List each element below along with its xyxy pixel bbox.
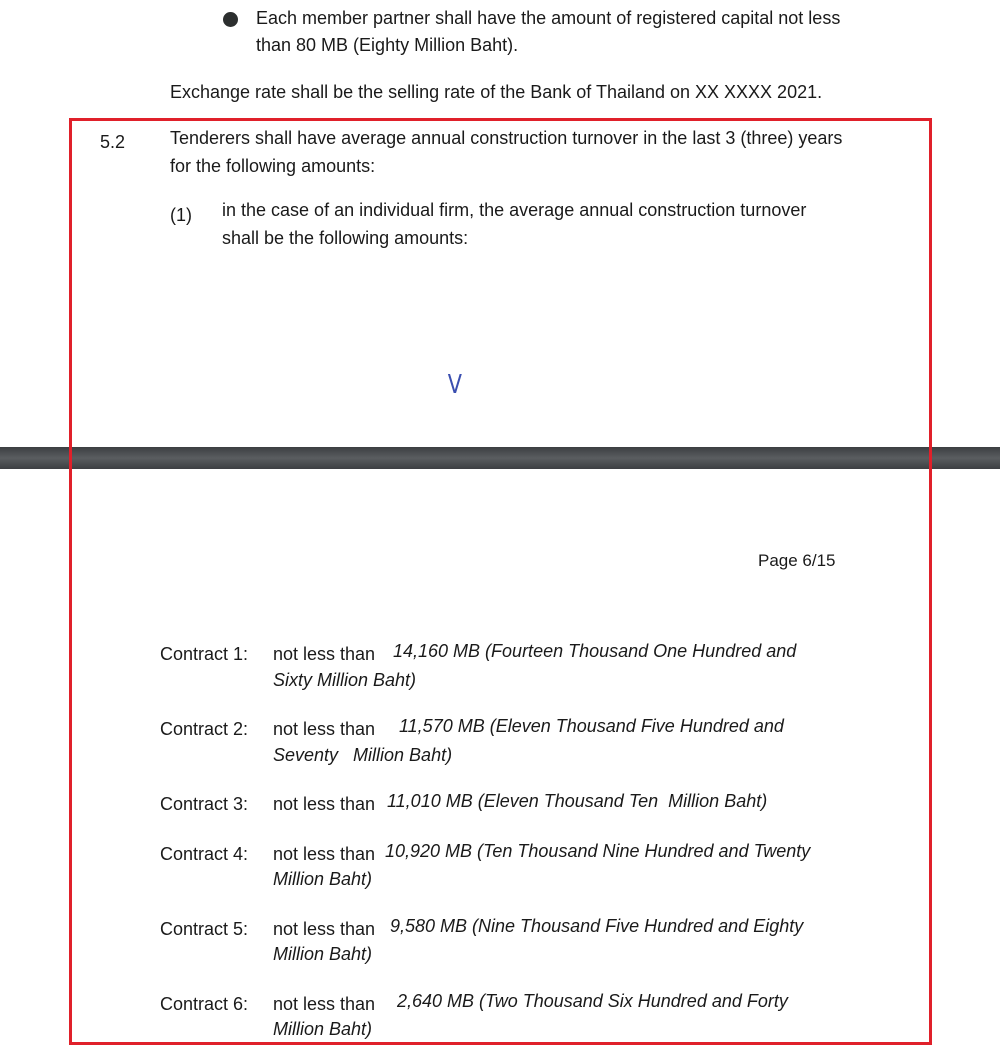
exchange-rate-text: Exchange rate shall be the selling rate of the Bank of Thailand on XX XXXX 2021. [170, 82, 823, 102]
contract-amount-line2: Million Baht) [273, 944, 373, 964]
contract-prefix: not less than [273, 794, 376, 814]
contract-amount-line2: Seventy Million Baht) [273, 745, 453, 765]
contract-prefix: not less than [273, 919, 376, 939]
contract-prefix: not less than [273, 719, 376, 739]
contract-amount-line2: Million Baht) [273, 1019, 373, 1039]
contract-label: Contract 3: [160, 794, 249, 814]
clause-text-line1: Tenderers shall have average annual construction turnover in the last 3 (three) years [170, 128, 843, 148]
contract-amount-line1: 11,570 MB (Eleven Thousand Five Hundred and [399, 716, 784, 736]
contract-amount-line1: 14,160 MB (Fourteen Thousand One Hundred and [393, 641, 797, 661]
contract-label: Contract 1: [160, 644, 249, 664]
bullet-text-line2: than 80 MB (Eighty Million Baht). [256, 35, 519, 55]
handwritten-check-mark: V [447, 370, 463, 400]
clause-text-line2: for the following amounts: [170, 156, 376, 176]
clause-number: 5.2 [100, 132, 126, 152]
contract-prefix: not less than [273, 644, 376, 664]
subclause-number: (1) [170, 205, 192, 225]
contract-amount-line1: 9,580 MB (Nine Thousand Five Hundred and Eighty [390, 916, 804, 936]
contract-label: Contract 5: [160, 919, 249, 939]
contract-prefix: not less than [273, 994, 376, 1014]
contract-amount-line1: 10,920 MB (Ten Thousand Nine Hundred and Twenty [385, 841, 811, 861]
bullet-icon [223, 12, 238, 27]
highlight-box [69, 118, 932, 1045]
contract-amount-line2: Million Baht) [273, 869, 373, 889]
contract-prefix: not less than [273, 844, 376, 864]
contract-amount-line1: 11,010 MB (Eleven Thousand Ten Million Baht) [387, 791, 768, 811]
contract-label: Contract 6: [160, 994, 249, 1014]
contract-amount-line2: Sixty Million Baht) [273, 670, 417, 690]
subclause-text-line2: shall be the following amounts: [222, 228, 469, 248]
page-number-label: Page 6/15 [758, 551, 836, 570]
contract-label: Contract 2: [160, 719, 249, 739]
page-divider [0, 447, 1000, 469]
bullet-text-line1: Each member partner shall have the amount of registered capital not less [256, 8, 841, 28]
contract-amount-line1: 2,640 MB (Two Thousand Six Hundred and Forty [397, 991, 788, 1011]
subclause-text-line1: in the case of an individual firm, the average annual construction turnover [222, 200, 807, 220]
contract-label: Contract 4: [160, 844, 249, 864]
